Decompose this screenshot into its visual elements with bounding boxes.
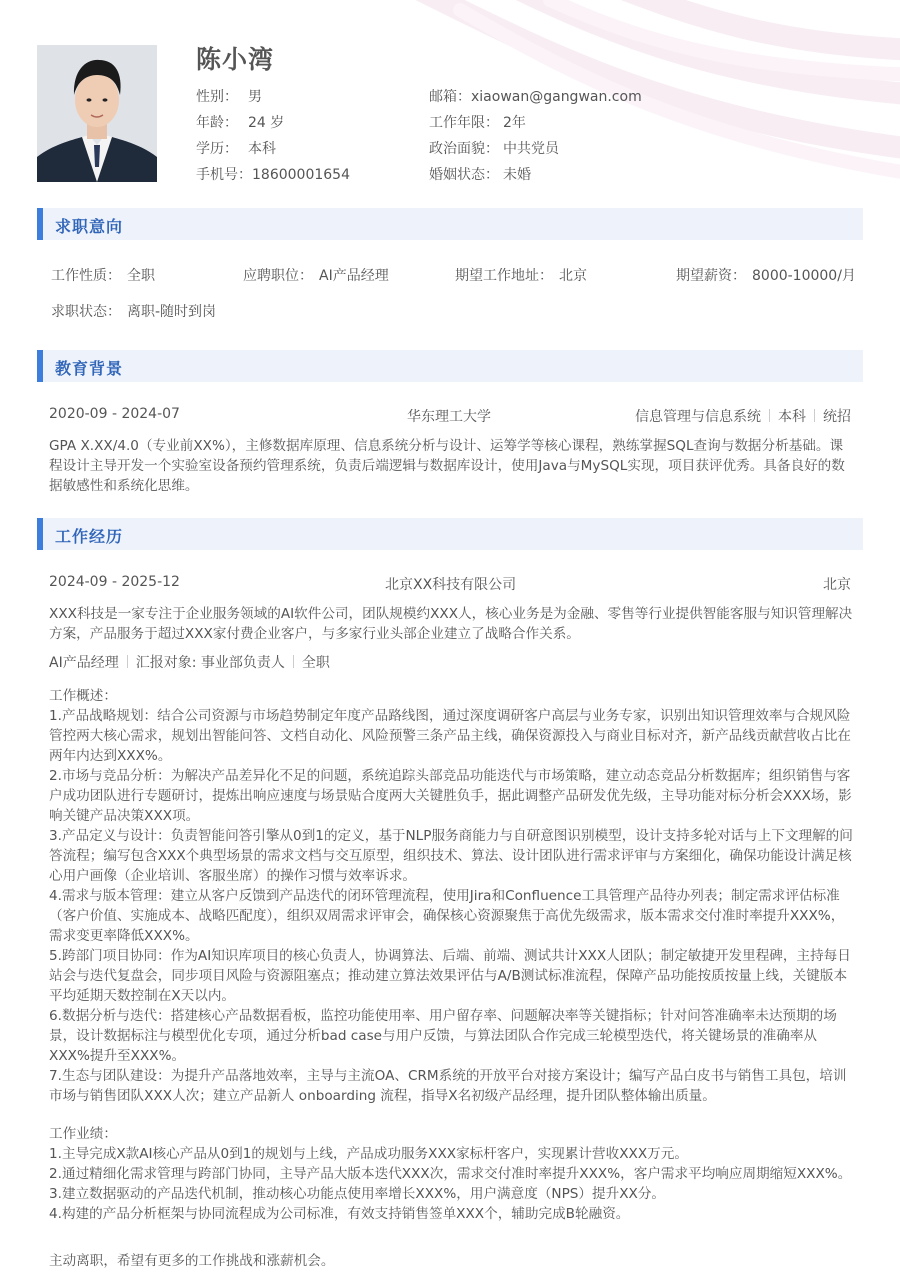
age-value: 24 岁 xyxy=(248,115,285,131)
overview-item: 5.跨部门项目协同：作为AI知识库项目的核心负责人，协调算法、后端、前端、测试共计XXX人团队；制定敏捷开发里程碑，主持每日站会与迭代复盘会，同步项目风险与资源阻塞点；推动建立算法效果评估与A/B测试标准流程，保障产品功能按质按量上线，关键版本平均延期天数控制在X天以内。 xyxy=(49,948,851,1004)
divider xyxy=(127,655,128,668)
work-role-line xyxy=(49,652,330,672)
achievement-title: 工作业绩： xyxy=(49,1126,117,1142)
divider xyxy=(293,655,294,668)
job-type-label: 工作性质： xyxy=(51,268,121,284)
job-status-value: 离职-随时到岗 xyxy=(127,304,217,320)
overview-item: 4.需求与版本管理：建立从客户反馈到产品迭代的闭环管理流程，使用Jira和Confluence工具管理产品待办列表；制定需求评估标准（客户价值、实施成本、战略匹配度），组织双周需求评审会，确保核心资源聚焦于高优先级需求，版本需求交付准时率提升XXX%，需求变更率降低XXX%。 xyxy=(49,888,845,944)
political-label: 政治面貌： xyxy=(429,141,499,157)
overview-item: 1.产品战略规划：结合公司资源与市场趋势制定年度产品路线图，通过深度调研客户高层与业务专家，识别出知识管理效率与合规风险管控两大核心需求，规划出智能问答、文档自动化、风险预警三条产品主线，确保资源投入与商业目标对齐，新产品线贡献营收占比在两年内达到XXX%。 xyxy=(49,708,852,764)
gender-label: 性别： xyxy=(196,89,238,105)
education-row xyxy=(196,138,276,158)
section-accent-bar xyxy=(37,208,43,240)
work-overview xyxy=(49,686,854,1106)
divider xyxy=(814,409,815,422)
divider xyxy=(769,409,770,422)
job-type-value: 全职 xyxy=(127,268,155,284)
gender-row xyxy=(196,86,262,106)
education-label: 学历： xyxy=(196,141,238,157)
achievement-item: 1.主导完成X款AI核心产品从0到1的规划与上线，产品成功服务XXX家标杆客户，实现累计营收XXX万元。 xyxy=(49,1146,688,1162)
section-header-education xyxy=(37,350,863,382)
position-value: AI产品经理 xyxy=(319,268,389,284)
marital-value: 未婚 xyxy=(503,167,531,183)
profile-photo xyxy=(37,45,157,182)
avatar-image xyxy=(37,45,157,182)
overview-item: 2.市场与竞品分析：为解决产品差异化不足的问题，系统追踪头部竞品功能迭代与市场策略，建立动态竞品分析数据库；组织销售与客户成功团队进行专题研讨，提炼出响应速度与场景贴合度两大关键胜负手，据此调整产品研发优先级，主导功能对标分析会XXX场，影响关键产品决策XXX项。 xyxy=(49,768,852,824)
work-years-label: 工作年限： xyxy=(429,115,499,131)
email-value[interactable]: xiaowan@gangwan.com xyxy=(471,89,642,105)
leave-reason: 主动离职，希望有更多的工作挑战和涨薪机会。 xyxy=(49,1253,335,1269)
education-degree: 本科 xyxy=(778,409,806,425)
work-years-value: 2年 xyxy=(503,115,526,131)
salary-value: 8000-10000/月 xyxy=(752,268,856,284)
phone-value: 18600001654 xyxy=(252,167,350,183)
section-accent-bar xyxy=(37,518,43,550)
education-description: GPA X.XX/4.0（专业前XX%），主修数据库原理、信息系统分析与设计、运筹学等核心课程，熟练掌握SQL查询与数据分析基础。课程设计主导开发一个实验室设备预约管理系统，负责后端逻辑与数据库设计，使用Java与MySQL实现，项目获评优秀。具备良好的数据敏感性和系统化思维。 xyxy=(49,438,845,494)
political-value: 中共党员 xyxy=(503,141,559,157)
achievement-item: 3.建立数据驱动的产品迭代机制，推动核心功能点使用率增长XXX%，用户满意度（NPS）提升XX分。 xyxy=(49,1186,666,1202)
section-title: 教育背景 xyxy=(55,359,124,378)
section-title: 工作经历 xyxy=(55,527,124,546)
gender-value: 男 xyxy=(248,89,262,105)
work-period: 2024-09 - 2025-12 xyxy=(49,574,180,590)
job-status-label: 求职状态： xyxy=(51,304,121,320)
location-row xyxy=(455,265,587,285)
education-major: 信息管理与信息系统 xyxy=(635,409,761,425)
salary-label: 期望薪资： xyxy=(676,268,746,284)
job-status-row xyxy=(51,301,216,321)
work-report-to: 汇报对象: 事业部负责人 xyxy=(135,655,285,671)
work-years-row xyxy=(429,112,526,132)
section-title: 求职意向 xyxy=(55,217,124,236)
overview-title: 工作概述： xyxy=(49,688,117,704)
candidate-name: 陈小湾 xyxy=(196,45,275,74)
section-header-work xyxy=(37,518,863,550)
email-label: 邮箱： xyxy=(429,89,471,105)
work-role: AI产品经理 xyxy=(49,655,119,671)
overview-item: 7.生态与团队建设：为提升产品落地效率，主导与主流OA、CRM系统的开放平台对接方案设计；编写产品白皮书与销售工具包，培训市场与销售团队XXX人次；建立产品新人 onboarding 流程，指导X名初级产品经理，提升团队整体输出质量。 xyxy=(49,1068,847,1104)
education-value: 本科 xyxy=(248,141,276,157)
section-header-job-intent xyxy=(37,208,863,240)
company-intro: XXX科技是一家专注于企业服务领域的AI软件公司，团队规模约XXX人，核心业务是为金融、零售等行业提供智能客服与知识管理解决方案，产品服务于超过XXX家付费企业客户，与多家行业头部企业建立了战略合作关系。 xyxy=(49,606,853,642)
email-row xyxy=(429,86,642,106)
work-company: 北京XX科技有限公司 xyxy=(385,577,517,593)
education-enroll: 统招 xyxy=(823,409,851,425)
age-row xyxy=(196,112,284,132)
marital-label: 婚姻状态： xyxy=(429,167,499,183)
work-employment: 全职 xyxy=(301,655,330,671)
age-label: 年龄： xyxy=(196,115,238,131)
political-row xyxy=(429,138,559,158)
position-row xyxy=(243,265,389,285)
location-label: 期望工作地址： xyxy=(455,268,553,284)
overview-item: 3.产品定义与设计：负责智能问答引擎从0到1的定义，基于NLP服务商能力与自研意图识别模型，设计支持多轮对话与上下文理解的问答流程；编写包含XXX个典型场景的需求文档与交互原型，组织技术、算法、设计团队进行需求评审与方案细化，确保功能设计满足核心用户画像（企业培训、客服坐席）的操作习惯与效率诉求。 xyxy=(49,828,853,884)
location-value: 北京 xyxy=(559,268,587,284)
work-city: 北京 xyxy=(823,577,851,593)
salary-row xyxy=(676,265,856,285)
phone-label: 手机号： xyxy=(196,167,252,183)
phone-row xyxy=(196,164,350,184)
marital-row xyxy=(429,164,531,184)
achievement-item: 2.通过精细化需求管理与跨部门协同，主导产品大版本迭代XXX次，需求交付准时率提升XXX%，客户需求平均响应周期缩短XXX%。 xyxy=(49,1166,852,1182)
education-period: 2020-09 - 2024-07 xyxy=(49,406,180,422)
job-type-row xyxy=(51,265,155,285)
education-meta xyxy=(635,406,851,426)
achievement-item: 4.构建的产品分析框架与协同流程成为公司标准，有效支持销售签单XXX个，辅助完成B轮融资。 xyxy=(49,1206,630,1222)
education-school: 华东理工大学 xyxy=(407,409,491,425)
work-achievements xyxy=(49,1124,854,1224)
section-accent-bar xyxy=(37,350,43,382)
position-label: 应聘职位： xyxy=(243,268,313,284)
overview-item: 6.数据分析与迭代：搭建核心产品数据看板，监控功能使用率、用户留存率、问题解决率等关键指标；针对问答准确率未达预期的场景，设计数据标注与模型优化专项，通过分析bad case与用户反馈，与算法团队合作完成三轮模型迭代，将关键场景的准确率从XXX%提升至XXX%。 xyxy=(49,1008,837,1064)
